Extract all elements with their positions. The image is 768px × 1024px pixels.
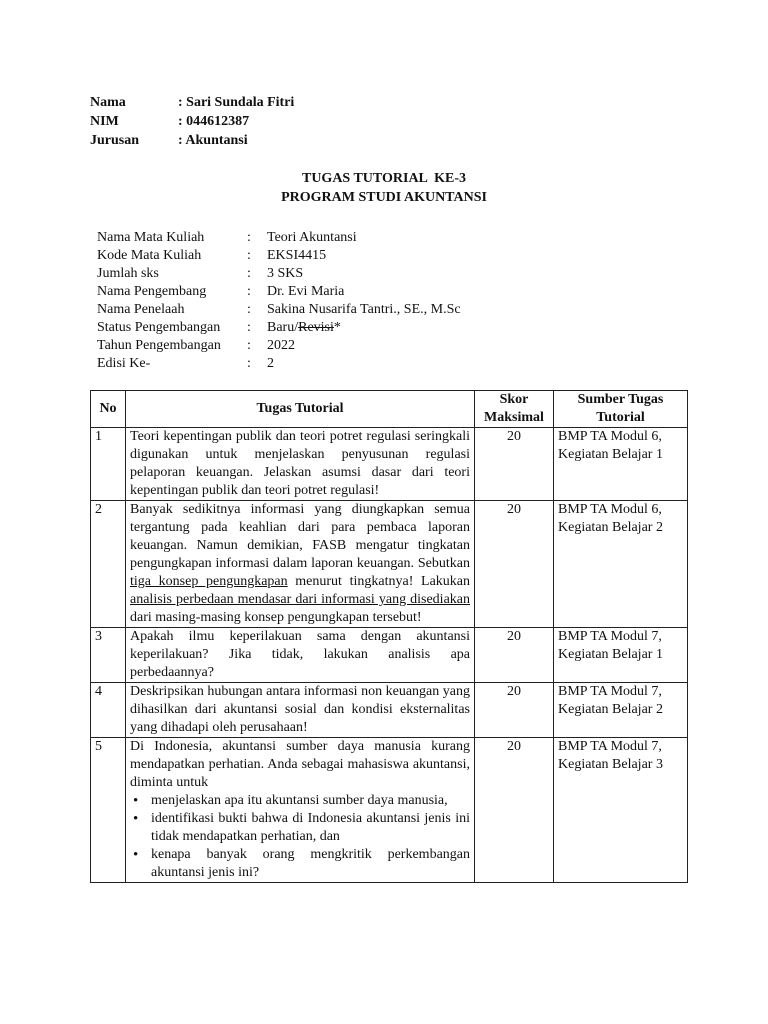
course-row bbox=[97, 265, 461, 283]
title-line-1: TUGAS TUTORIAL KE-3 bbox=[301, 171, 467, 186]
course-colon: : bbox=[247, 320, 251, 335]
course-row bbox=[97, 301, 461, 319]
task-text-part: Banyak sedikitnya informasi yang diungkapkan semua tergantung pada keahlian dari para pembaca laporan keuangan. Namun demikian, FASB mengatur tingkatan pengungkapan informasi dalam laporan keuangan. Sebutkan bbox=[130, 502, 470, 571]
course-label: Nama Pengembang bbox=[97, 284, 207, 299]
course-label: Tahun Pengembangan bbox=[97, 338, 221, 353]
course-row bbox=[97, 283, 461, 301]
task-source bbox=[554, 501, 688, 628]
course-colon: : bbox=[247, 302, 251, 317]
header-source bbox=[554, 391, 688, 428]
task-source-activity: Kegiatan Belajar 2 bbox=[558, 520, 663, 535]
status-revision-struck: Revisi bbox=[298, 320, 334, 335]
row-number: 1 bbox=[91, 428, 126, 501]
student-name-value: : Sari Sundala Fitri bbox=[178, 95, 295, 110]
course-label: Edisi Ke- bbox=[97, 356, 151, 371]
task-text bbox=[126, 501, 475, 628]
course-value: EKSI4415 bbox=[267, 248, 327, 263]
course-value: 2 bbox=[267, 356, 274, 371]
student-name-row bbox=[90, 93, 294, 112]
student-nim-value: : 044612387 bbox=[178, 114, 250, 129]
student-nim-label: NIM bbox=[90, 114, 119, 129]
course-value bbox=[267, 319, 341, 337]
course-info bbox=[97, 229, 461, 373]
tasks-table bbox=[90, 390, 688, 883]
header-source-line-1: Sumber Tugas bbox=[577, 392, 664, 407]
course-row bbox=[97, 355, 461, 373]
task-score: 20 bbox=[475, 628, 554, 683]
list-item: • menjelaskan apa itu akuntansi sumber daya manusia, bbox=[151, 792, 470, 810]
task-source-module: BMP TA Modul 7, bbox=[558, 629, 662, 644]
header-task: Tugas Tutorial bbox=[126, 391, 475, 428]
task-score: 20 bbox=[475, 738, 554, 883]
status-asterisk: * bbox=[333, 320, 341, 335]
task-bullet-list bbox=[130, 792, 470, 882]
course-value: 3 SKS bbox=[267, 266, 304, 281]
course-label: Nama Mata Kuliah bbox=[97, 230, 205, 245]
student-nim-row bbox=[90, 112, 294, 131]
table-row bbox=[91, 628, 688, 683]
header-score-line-1: Skor bbox=[499, 392, 529, 407]
task-source-activity: Kegiatan Belajar 1 bbox=[558, 647, 663, 662]
course-colon: : bbox=[247, 230, 251, 245]
student-major-row bbox=[90, 131, 294, 150]
task-text: Apakah ilmu keperilakuan sama dengan akuntansi keperilakuan? Jika tidak, lakukan analisis apa perbedaannya? bbox=[126, 628, 475, 683]
task-source bbox=[554, 738, 688, 883]
task-text-part: dari masing-masing konsep pengungkapan tersebut! bbox=[130, 610, 422, 625]
header-no: No bbox=[91, 391, 126, 428]
list-item: • identifikasi bukti bahwa di Indonesia akuntansi jenis ini tidak mendapatkan perhatian, dan bbox=[151, 810, 470, 846]
task-text: Deskripsikan hubungan antara informasi non keuangan yang dihasilkan dari akuntansi sosial dan kondisi eksternalitas yang dihadapi oleh perusahaan! bbox=[126, 683, 475, 738]
course-row bbox=[97, 247, 461, 265]
row-number: 4 bbox=[91, 683, 126, 738]
task-text-part: menurut tingkatnya! Lakukan bbox=[287, 574, 470, 589]
task-text-underlined: analisis perbedaan mendasar dari informasi yang disediakan bbox=[130, 592, 470, 607]
course-colon: : bbox=[247, 338, 251, 353]
course-colon: : bbox=[247, 266, 251, 281]
course-label: Nama Penelaah bbox=[97, 302, 185, 317]
course-colon: : bbox=[247, 356, 251, 371]
course-row bbox=[97, 319, 461, 337]
task-text: Teori kepentingan publik dan teori potret regulasi seringkali digunakan untuk menjelaskan penyusunan regulasi pelaporan keuangan. Jelaskan asumsi dasar dari teori kepentingan publik dan teori potret regulasi! bbox=[126, 428, 475, 501]
task-source-activity: Kegiatan Belajar 1 bbox=[558, 447, 663, 462]
header-score-line-2: Maksimal bbox=[484, 410, 544, 425]
table-row bbox=[91, 683, 688, 738]
task-source-module: BMP TA Modul 7, bbox=[558, 739, 662, 754]
task-source-module: BMP TA Modul 6, bbox=[558, 429, 662, 444]
row-number: 3 bbox=[91, 628, 126, 683]
list-item: • kenapa banyak orang mengkritik perkembangan akuntansi jenis ini? bbox=[151, 846, 470, 882]
header-score bbox=[475, 391, 554, 428]
course-value: Dr. Evi Maria bbox=[267, 284, 345, 299]
task-score: 20 bbox=[475, 683, 554, 738]
row-number: 2 bbox=[91, 501, 126, 628]
course-label: Jumlah sks bbox=[97, 266, 159, 281]
course-row bbox=[97, 229, 461, 247]
task-source-activity: Kegiatan Belajar 2 bbox=[558, 702, 663, 717]
course-label: Status Pengembangan bbox=[97, 320, 221, 335]
course-value: 2022 bbox=[267, 338, 295, 353]
task-source-activity: Kegiatan Belajar 3 bbox=[558, 757, 663, 772]
student-major-label: Jurusan bbox=[90, 133, 140, 148]
course-value: Sakina Nusarifa Tantri., SE., M.Sc bbox=[267, 302, 461, 317]
course-row bbox=[97, 337, 461, 355]
table-row bbox=[91, 501, 688, 628]
table-row bbox=[91, 738, 688, 883]
task-text-intro: Di Indonesia, akuntansi sumber daya manusia kurang mendapatkan perhatian. Anda sebagai mahasiswa akuntansi, diminta untuk bbox=[130, 739, 470, 790]
course-value: Teori Akuntansi bbox=[267, 230, 357, 245]
table-header-row bbox=[91, 391, 688, 428]
task-text-underlined: tiga konsep pengungkapan bbox=[130, 574, 288, 589]
task-source bbox=[554, 683, 688, 738]
task-score: 20 bbox=[475, 428, 554, 501]
header-source-line-2: Tutorial bbox=[596, 410, 645, 425]
student-major-value: : Akuntansi bbox=[178, 133, 248, 148]
task-text bbox=[126, 738, 475, 883]
row-number: 5 bbox=[91, 738, 126, 883]
task-score: 20 bbox=[475, 501, 554, 628]
task-source-module: BMP TA Modul 6, bbox=[558, 502, 662, 517]
student-info bbox=[90, 93, 294, 150]
task-source bbox=[554, 428, 688, 501]
course-label: Kode Mata Kuliah bbox=[97, 248, 202, 263]
status-new: Baru/ bbox=[267, 320, 299, 335]
task-source-module: BMP TA Modul 7, bbox=[558, 684, 662, 699]
course-colon: : bbox=[247, 284, 251, 299]
task-source bbox=[554, 628, 688, 683]
table-row bbox=[91, 428, 688, 501]
course-colon: : bbox=[247, 248, 251, 263]
title-line-2: PROGRAM STUDI AKUNTANSI bbox=[281, 190, 487, 205]
student-name-label: Nama bbox=[90, 95, 126, 110]
